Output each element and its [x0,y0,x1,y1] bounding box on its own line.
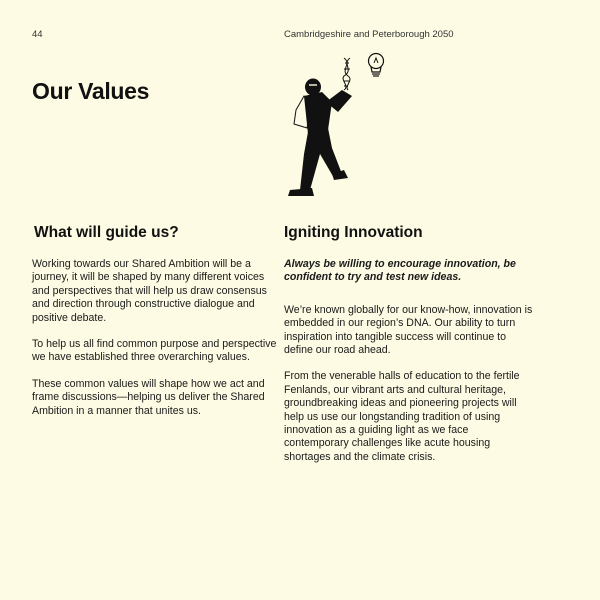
lightbulb-icon [369,54,384,77]
person-icon [288,79,352,197]
right-lead: Always be willing to encourage innovation, be confident to try and test new ideas. [284,258,516,284]
dna-icon [343,58,350,90]
right-paragraph: From the venerable halls of education to the fertile Fenlands, our vibrant arts and cultural heritage, groundbreaking ideas and pioneering projects will help us use our longstanding tradition of using innovation as a guiding light as we face contemporary challenges like acute housing shortages and the climate crisis. [284,370,520,463]
running-header: Cambridgeshire and Peterborough 2050 [284,29,454,40]
right-heading: Igniting Innovation [284,224,423,241]
left-paragraph: These common values will shape how we act and frame discussions—helping us deliver the Shared Ambition in a manner that unites us. [32,377,265,417]
page-number: 44 [32,29,43,40]
left-heading: What will guide us? [34,224,179,241]
left-paragraph: To help us all find common purpose and perspective we have established three overarching values. [32,338,277,364]
page-title: Our Values [32,78,150,104]
left-paragraph: Working towards our Shared Ambition will be a journey, it will be shaped by many different voices and perspectives that will help us draw consensus and direction through constructive dialogue and positive debate. [32,258,267,324]
left-column [32,224,280,431]
innovation-illustration [282,50,392,205]
right-paragraph: We’re known globally for our know-how, innovation is embedded in our region’s DNA. Our ability to turn inspiration into tangible success will continue to define our road ahead. [284,303,533,357]
right-column [284,224,536,477]
